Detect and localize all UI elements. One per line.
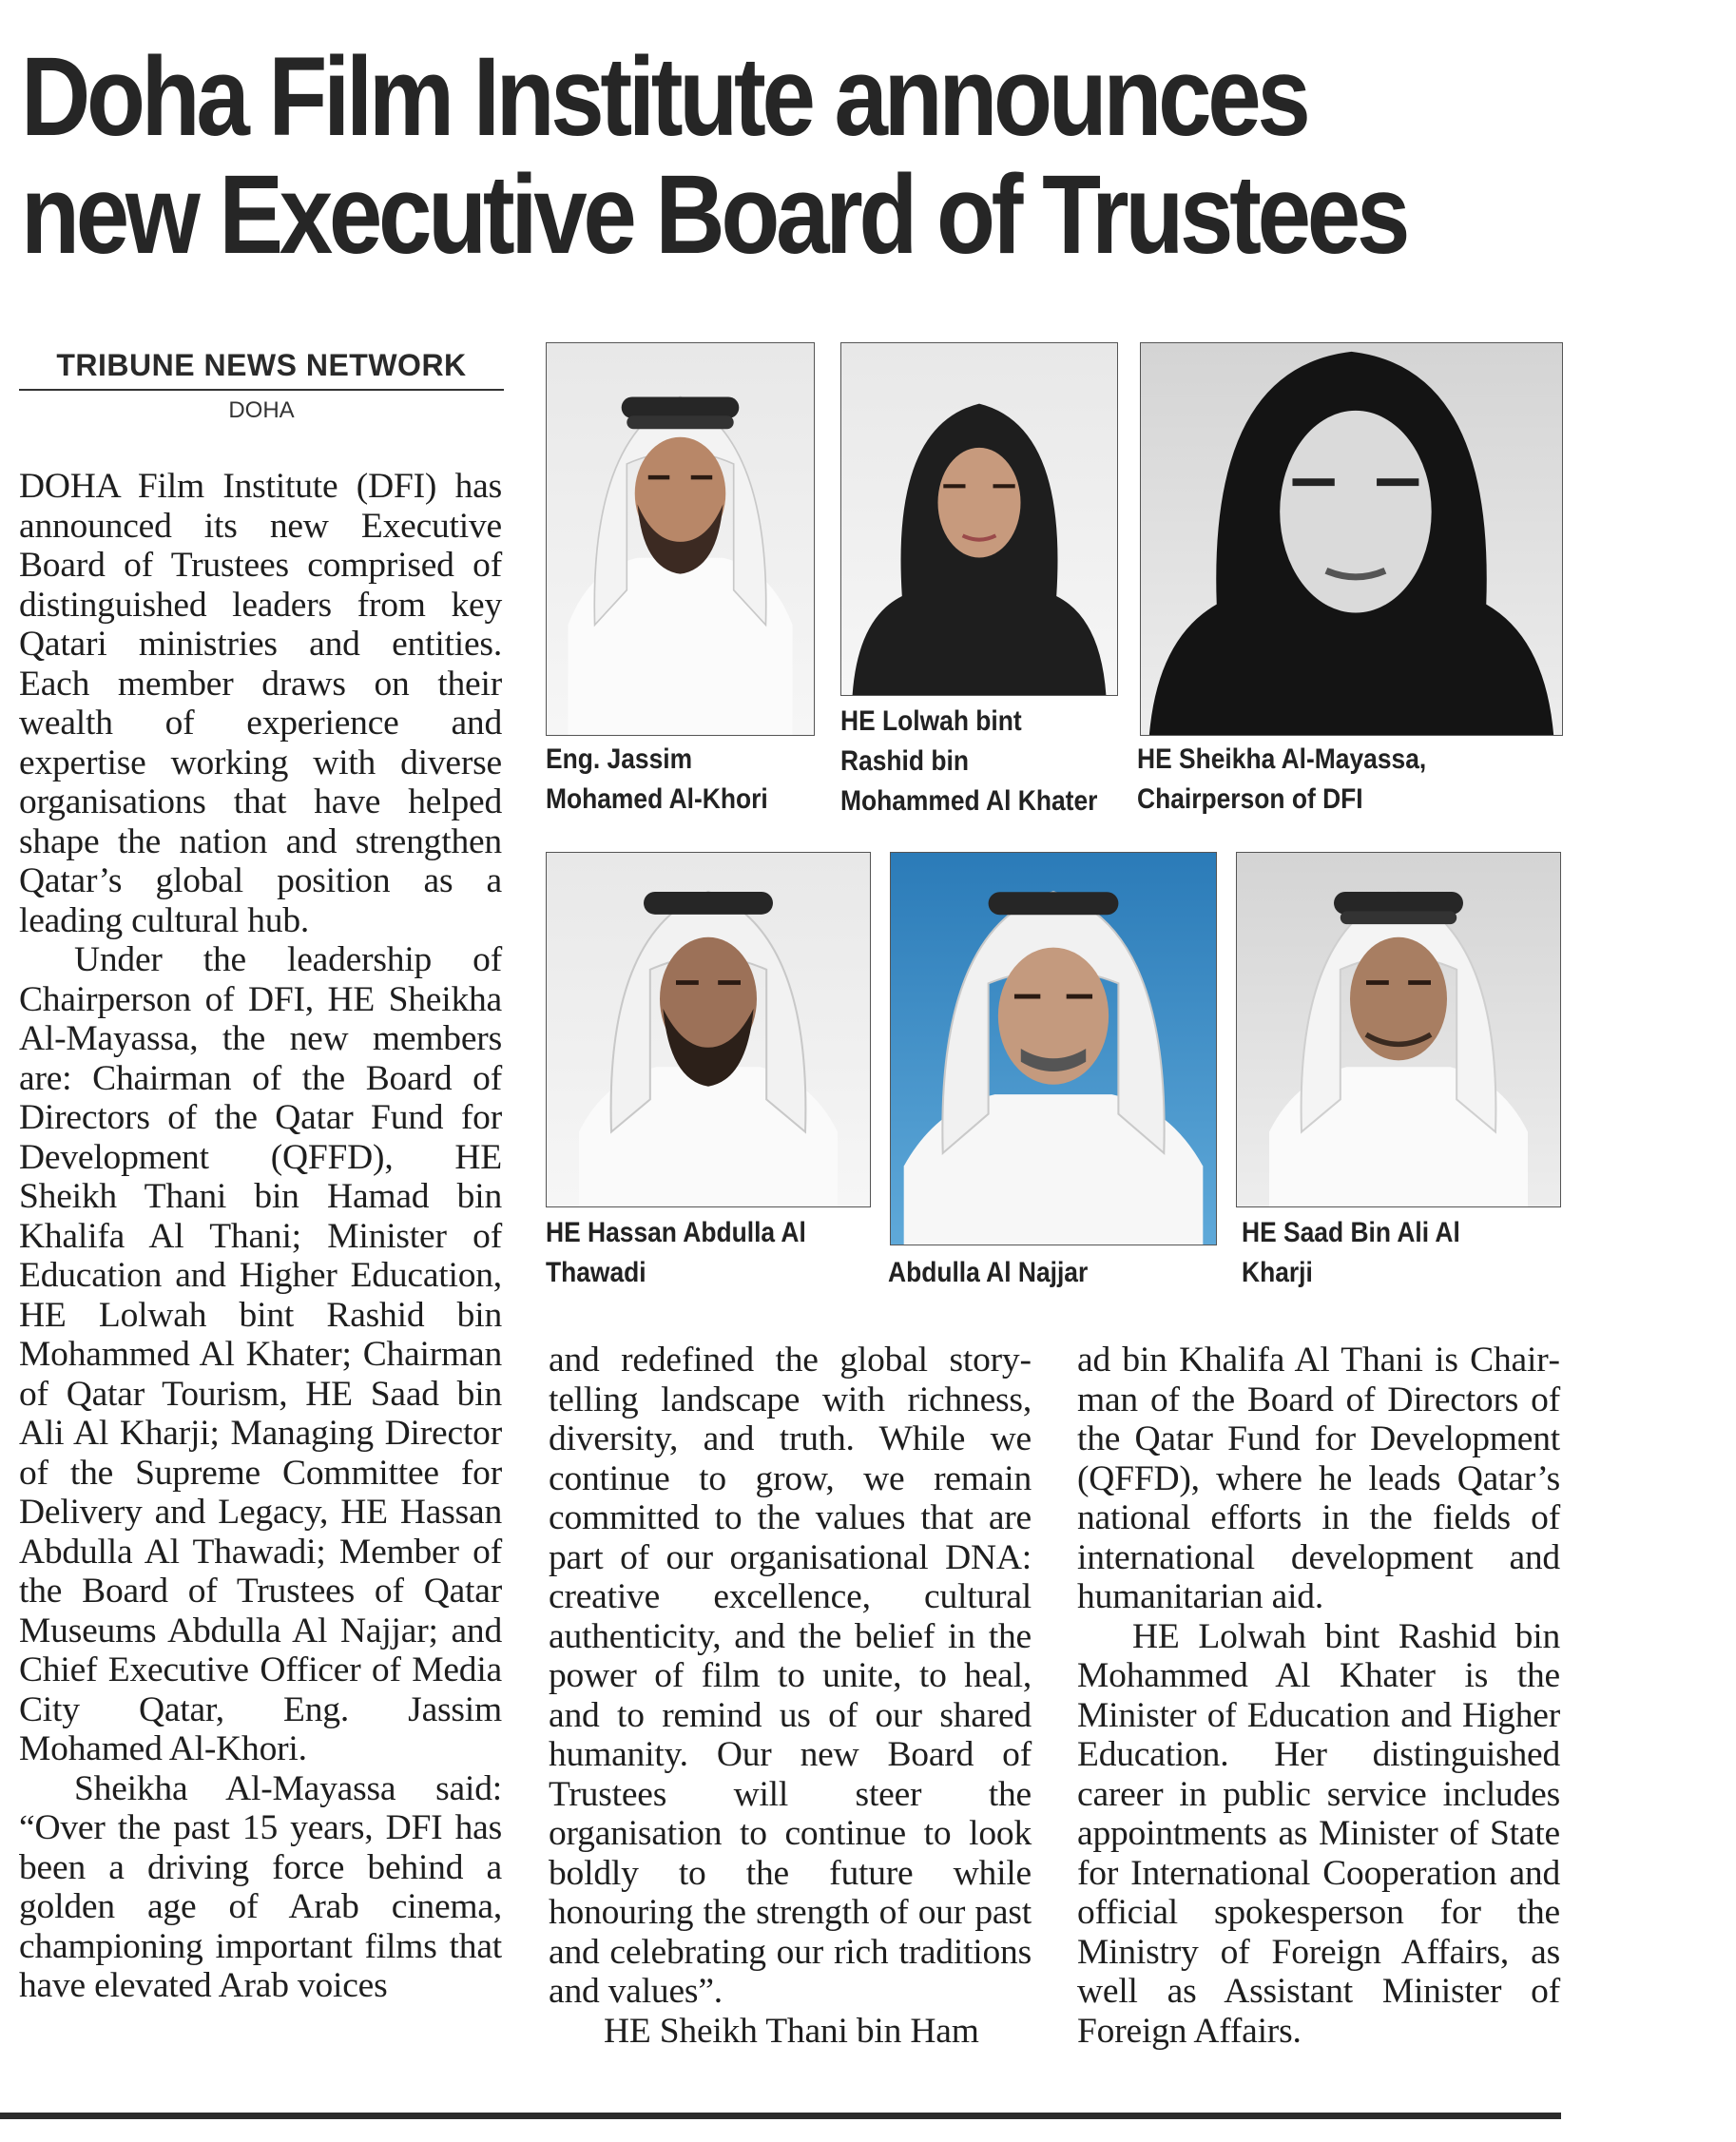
portrait-photo xyxy=(890,852,1217,1245)
headline xyxy=(21,34,1407,278)
photo-caption: Eng. Jassim Mohamed Al-Khori xyxy=(546,743,768,815)
photo-caption: HE Sheikha Al-Mayassa, Chairperson of DFI xyxy=(1137,743,1427,815)
portrait-photo xyxy=(546,342,815,736)
headline-line-2: new Executive Board of Trustees xyxy=(21,152,1407,278)
body-paragraph: HE Sheikh Thani bin Ham xyxy=(604,2011,979,2051)
body-paragraph: DOHA Film Institute (DFI) has announced its new Executive Board of Trustees comprised of distinguished leaders from key Qatari ministries and entities. Each member draws on their wealth of experience and expertise working with diverse organisations that have helped shape the nation and strengthen Qatar’s global position as a leading cultural hub. xyxy=(19,467,502,940)
portrait-woman-hijab-icon xyxy=(1141,343,1562,735)
article-column-3 xyxy=(1077,1341,1560,2051)
article-column-2 xyxy=(549,1341,1032,2051)
photo-caption: HE Lolwah bint Rashid bin Mohammed Al Khater xyxy=(840,705,1098,817)
photo-caption: HE Hassan Abdulla Al Thawadi xyxy=(546,1217,806,1288)
photo-caption: HE Saad Bin Ali Al Kharji xyxy=(1242,1217,1460,1288)
body-paragraph: Sheikha Al-Mayassa said: “Over the past 15 years, DFI has been a driving force behind a golden age of Arab cinema, championing important films that have elevated Arab voices xyxy=(19,1768,502,2005)
article-column-1 xyxy=(19,467,502,2006)
portrait-man-ghutra-icon xyxy=(891,853,1216,1245)
body-paragraph: HE Lolwah bint Rashid bin Mohammed Al Khater is the Minister of Education and Higher Education. Her distinguished career in public service includes appointments as Minister of State for International Cooperation and official spokesperson for the Ministry of Foreign Affairs, as well as Assistant Minister of Foreign Affairs. xyxy=(1077,1616,1560,2051)
portrait-man-ghutra-icon xyxy=(1237,853,1560,1206)
portrait-man-ghutra-icon xyxy=(547,853,870,1206)
dateline: DOHA xyxy=(228,397,295,423)
body-paragraph: and redefined the global storytelling landscape with richness, diversity, and truth. While we continue to grow, we remain committed to the values that are part of our organisational DNA: creative excellence, cultural authenticity, and the belief in the power of film to unite, to heal, and to remind us of our shared humanity. Our new Board of Trustees will steer the organisation to continue to look boldly to the future while honouring the strength of our past and celebrating our rich traditions and values”. xyxy=(549,1341,1032,2011)
portrait-man-ghutra-icon xyxy=(547,343,814,735)
body-paragraph: ad bin Khalifa Al Thani is Chairman of the Board of Directors of the Qatar Fund for Development (QFFD), where he leads Qatar’s national efforts in the fields of international development and humanitarian aid. xyxy=(1077,1341,1560,1616)
body-paragraph: Under the leadership of Chairperson of DFI, HE Sheikha Al-Mayassa, the new members are: Chairman of the Board of Directors of the Qatar Fund for Development (QFFD), HE Sheikh Thani bin Hamad bin Khalifa Al Thani; Minister of Education and Higher Education, HE Lolwah bint Rashid bin Mohammed Al Khater; Chairman of Qatar Tourism, HE Saad bin Ali Al Kharji; Managing Director of the Supreme Committee for Delivery and Legacy, HE Hassan Abdulla Al Thawadi; Member of the Board of Trustees of Qatar Museums Abdulla Al Najjar; and Chief Executive Officer of Media City Qatar, Eng. Jassim Mohamed Al-Khori. xyxy=(19,940,502,1768)
byline: TRIBUNE NEWS NETWORK xyxy=(19,348,504,391)
portrait-photo xyxy=(1140,342,1563,736)
portrait-photo xyxy=(546,852,871,1207)
headline-line-1: Doha Film Institute announces xyxy=(21,34,1307,160)
bottom-divider xyxy=(0,2113,1561,2119)
portrait-photo xyxy=(840,342,1118,696)
photo-caption: Abdulla Al Najjar xyxy=(888,1257,1089,1288)
portrait-woman-hijab-icon xyxy=(841,343,1117,695)
portrait-photo xyxy=(1236,852,1561,1207)
